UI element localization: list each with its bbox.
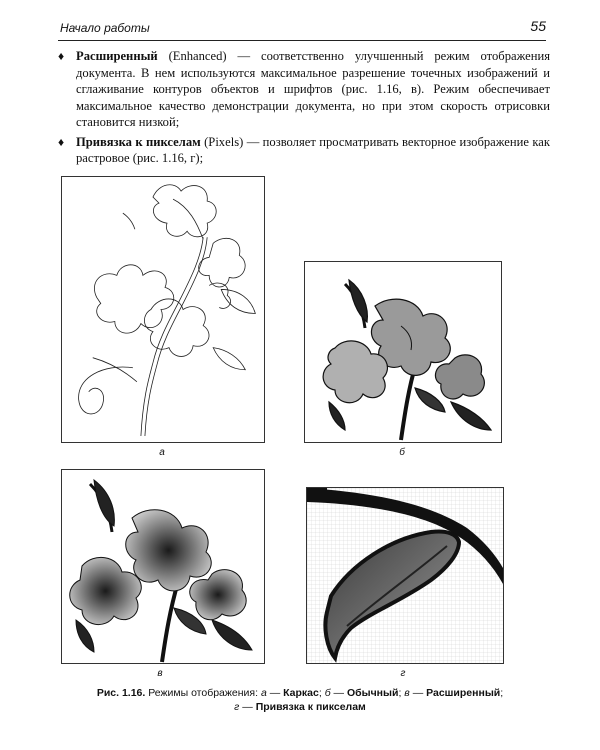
- caption-letter: а: [260, 687, 267, 699]
- enhanced-flower-illustration: [62, 470, 264, 663]
- caption-letter: г: [234, 701, 240, 713]
- figure-label-v: в: [157, 668, 163, 679]
- caption-figure-number: Рис. 1.16.: [96, 687, 146, 699]
- section-title: Начало работы: [60, 21, 150, 35]
- caption-mode-name: Каркас: [283, 687, 319, 699]
- caption-separator: ;: [398, 687, 405, 699]
- figure-wireframe-flower: [61, 176, 265, 443]
- bullet-pixels: [58, 134, 550, 167]
- bullet-list: [58, 48, 550, 170]
- caption-dash: —: [239, 701, 256, 713]
- caption-dash: —: [266, 687, 284, 699]
- bullet-term: Расширенный: [76, 49, 158, 63]
- page-number: 55: [530, 18, 546, 34]
- figure-label-b: б: [399, 447, 405, 458]
- pixel-leaf-illustration: [307, 488, 503, 663]
- diamond-bullet-icon: ♦: [58, 49, 65, 63]
- bullet-term: Привязка к пикселам: [76, 134, 201, 149]
- bullet-enhanced: [58, 48, 550, 131]
- bullet-text: (Pixels) — позволяет просматривать векторное изображение как растровое (рис. 1.16, г);: [76, 134, 550, 165]
- wireframe-flower-illustration: [62, 177, 264, 442]
- diamond-bullet-icon: ♦: [58, 134, 65, 149]
- figure-pixel-leaf: [306, 487, 504, 664]
- caption-letter: б: [324, 687, 331, 699]
- normal-flower-illustration: [305, 262, 501, 442]
- caption-separator: ;: [500, 687, 504, 699]
- figure-normal-flower: [304, 261, 502, 443]
- caption-intro: Режимы отображения:: [145, 687, 261, 699]
- figure-label-g: г: [400, 668, 406, 679]
- caption-letter: в: [404, 687, 410, 699]
- figure-label-a: а: [159, 447, 165, 458]
- caption-mode-name: Расширенный: [426, 687, 501, 699]
- caption-mode-name: Обычный: [346, 687, 399, 699]
- caption-mode-name: Привязка к пикселам: [255, 701, 366, 713]
- caption-dash: —: [409, 687, 427, 699]
- caption-dash: —: [330, 687, 347, 699]
- figure-enhanced-flower: [61, 469, 265, 664]
- figure-caption: [60, 686, 540, 714]
- bullet-text: (Enhanced) — соответственно улучшенный режим отображения документа. В нем используются максимальное разрешение точечных изображений и сглаживание контуров объектов и шрифтов (рис. 1.16, в). Режим обеспечивает максимальное качество демонстрации документа, но при этом скорость отрисовки становится низкой;: [76, 49, 550, 129]
- running-header: [58, 18, 546, 41]
- caption-separator: ;: [318, 687, 325, 699]
